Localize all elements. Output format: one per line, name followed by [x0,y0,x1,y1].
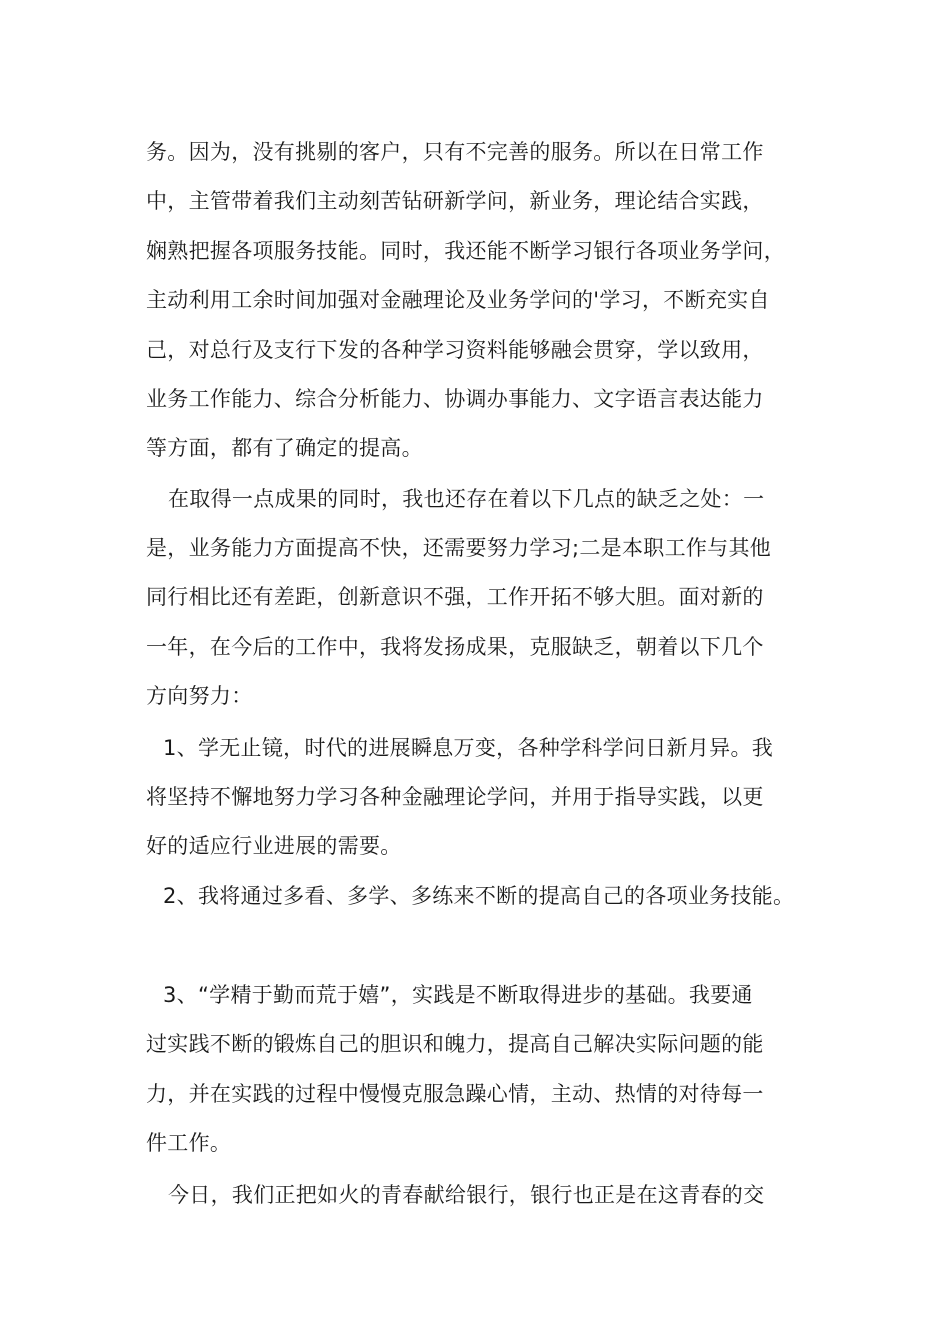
text-line: 力，并在实践的过程中慢慢克服急躁心情，主动、热情的对待每一 [146,1082,764,1106]
text-line: 业务工作能力、综合分析能力、协调办事能力、文字语言表达能力 [146,387,764,411]
text-line: 方向努力： [146,684,253,708]
text-line: 己，对总行及支行下发的各种学习资料能够融会贯穿，学以致用， [146,338,764,362]
text-line: 好的适应行业进展的需要。 [146,834,402,858]
text-line: 娴熟把握各项服务技能。同时，我还能不断学习银行各项业务学问， [146,239,785,263]
list-item-2: 2、我将通过多看、多学、多练来不断的提高自己的各项业务技能。 [163,884,795,908]
text-line: 过实践不断的锻炼自己的胆识和魄力，提高自己解决实际问题的能 [146,1032,764,1056]
text-line: 等方面，都有了确定的提高。 [146,436,423,460]
text-line: 主动利用工余时间加强对金融理论及业务学问的'学习，不断充实自 [146,288,770,312]
text-line: 同行相比还有差距，创新意识不强，工作开拓不够大胆。面对新的 [146,585,764,609]
list-item-3: 3、“学精于勤而荒于嬉”，实践是不断取得进步的基础。我要通 [163,983,753,1007]
text-line: 将坚持不懈地努力学习各种金融理论学问，并用于指导实践，以更 [146,785,764,809]
list-item-1: 1、学无止镜，时代的进展瞬息万变，各种学科学问日新月异。我 [163,736,774,760]
text-line: 中，主管带着我们主动刻苦钻研新学问，新业务，理论结合实践， [146,189,764,213]
text-line: 是，业务能力方面提高不快，还需要努力学习;二是本职工作与其他 [146,536,772,560]
text-line: 件工作。 [146,1131,232,1155]
text-line: 一年，在今后的工作中，我将发扬成果，克服缺乏，朝着以下几个 [146,635,764,659]
paragraph-start-line: 今日，我们正把如火的青春献给银行，银行也正是在这青春的交 [168,1183,765,1207]
text-line: 务。因为，没有挑剔的客户，只有不完善的服务。所以在日常工作 [146,140,764,164]
paragraph-start-line: 在取得一点成果的同时，我也还存在着以下几点的缺乏之处：一 [168,487,765,511]
